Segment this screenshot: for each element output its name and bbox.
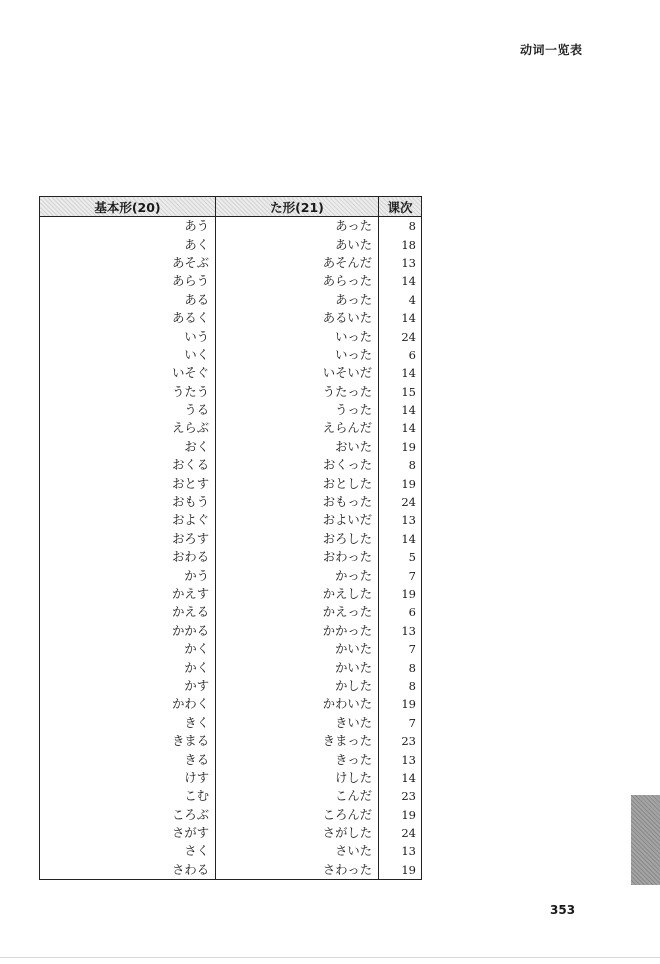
- lesson-cell: 24: [379, 493, 422, 511]
- table-row: [40, 695, 422, 713]
- table-row: [40, 511, 422, 529]
- ta-form-cell: こんだ: [216, 787, 379, 805]
- lesson-cell: 6: [379, 346, 422, 364]
- lesson-cell: 19: [379, 474, 422, 492]
- table-row: [40, 346, 422, 364]
- bottom-rule: [0, 957, 660, 958]
- lesson-cell: 14: [379, 364, 422, 382]
- table-row: [40, 769, 422, 787]
- lesson-cell: 13: [379, 622, 422, 640]
- table-row: [40, 677, 422, 695]
- table-row: [40, 548, 422, 566]
- lesson-cell: 13: [379, 750, 422, 768]
- ta-form-cell: いった: [216, 346, 379, 364]
- ta-form-cell: おいた: [216, 438, 379, 456]
- table-header-row: [40, 197, 422, 217]
- table-row: [40, 530, 422, 548]
- table-row: [40, 493, 422, 511]
- lesson-cell: 18: [379, 235, 422, 253]
- lesson-cell: 13: [379, 842, 422, 860]
- table-row: [40, 474, 422, 492]
- lesson-cell: 23: [379, 787, 422, 805]
- lesson-cell: 15: [379, 383, 422, 401]
- base-form-cell: うたう: [40, 383, 216, 401]
- base-form-cell: さがす: [40, 824, 216, 842]
- base-form-cell: いう: [40, 327, 216, 345]
- lesson-cell: 19: [379, 806, 422, 824]
- lesson-cell: 13: [379, 254, 422, 272]
- table-row: [40, 401, 422, 419]
- base-form-cell: おとす: [40, 474, 216, 492]
- base-form-cell: こむ: [40, 787, 216, 805]
- ta-form-cell: さがした: [216, 824, 379, 842]
- ta-form-cell: かいた: [216, 658, 379, 676]
- table-row: [40, 235, 422, 253]
- thumb-index-tab: [631, 795, 660, 885]
- base-form-cell: かす: [40, 677, 216, 695]
- lesson-cell: 4: [379, 291, 422, 309]
- lesson-cell: 8: [379, 217, 422, 236]
- lesson-cell: 19: [379, 585, 422, 603]
- lesson-cell: 8: [379, 456, 422, 474]
- table-row: [40, 658, 422, 676]
- ta-form-cell: さわった: [216, 861, 379, 880]
- base-form-cell: あそぶ: [40, 254, 216, 272]
- base-form-cell: かかる: [40, 622, 216, 640]
- lesson-cell: 14: [379, 272, 422, 290]
- lesson-cell: 14: [379, 309, 422, 327]
- column-header-ta-form: た形(21): [216, 197, 379, 217]
- ta-form-cell: およいだ: [216, 511, 379, 529]
- table-row: [40, 383, 422, 401]
- base-form-cell: おろす: [40, 530, 216, 548]
- base-form-cell: あるく: [40, 309, 216, 327]
- table-row: [40, 309, 422, 327]
- ta-form-cell: きいた: [216, 714, 379, 732]
- lesson-cell: 7: [379, 640, 422, 658]
- base-form-cell: かく: [40, 640, 216, 658]
- table-row: [40, 787, 422, 805]
- base-form-cell: かえす: [40, 585, 216, 603]
- base-form-cell: おわる: [40, 548, 216, 566]
- base-form-cell: きく: [40, 714, 216, 732]
- ta-form-cell: おわった: [216, 548, 379, 566]
- column-header-lesson: 课次: [379, 197, 422, 217]
- lesson-cell: 24: [379, 327, 422, 345]
- ta-form-cell: あった: [216, 217, 379, 236]
- lesson-cell: 8: [379, 658, 422, 676]
- base-form-cell: あう: [40, 217, 216, 236]
- verb-table: [39, 196, 422, 880]
- ta-form-cell: いそいだ: [216, 364, 379, 382]
- table-row: [40, 217, 422, 236]
- ta-form-cell: きった: [216, 750, 379, 768]
- base-form-cell: えらぶ: [40, 419, 216, 437]
- base-form-cell: かく: [40, 658, 216, 676]
- base-form-cell: うる: [40, 401, 216, 419]
- ta-form-cell: かかった: [216, 622, 379, 640]
- ta-form-cell: あそんだ: [216, 254, 379, 272]
- table-row: [40, 622, 422, 640]
- lesson-cell: 14: [379, 419, 422, 437]
- table-row: [40, 456, 422, 474]
- ta-form-cell: おとした: [216, 474, 379, 492]
- lesson-cell: 19: [379, 438, 422, 456]
- table-row: [40, 842, 422, 860]
- ta-form-cell: いった: [216, 327, 379, 345]
- ta-form-cell: おくった: [216, 456, 379, 474]
- base-form-cell: きる: [40, 750, 216, 768]
- table-row: [40, 806, 422, 824]
- base-form-cell: いく: [40, 346, 216, 364]
- lesson-cell: 23: [379, 732, 422, 750]
- table-row: [40, 254, 422, 272]
- table-body: [40, 217, 422, 880]
- table-row: [40, 861, 422, 880]
- base-form-cell: ある: [40, 291, 216, 309]
- ta-form-cell: かした: [216, 677, 379, 695]
- base-form-cell: さく: [40, 842, 216, 860]
- table-row: [40, 364, 422, 382]
- table-row: [40, 750, 422, 768]
- base-form-cell: いそぐ: [40, 364, 216, 382]
- base-form-cell: あく: [40, 235, 216, 253]
- table-row: [40, 327, 422, 345]
- lesson-cell: 8: [379, 677, 422, 695]
- base-form-cell: あらう: [40, 272, 216, 290]
- table-row: [40, 714, 422, 732]
- lesson-cell: 19: [379, 861, 422, 880]
- base-form-cell: かわく: [40, 695, 216, 713]
- table-row: [40, 291, 422, 309]
- lesson-cell: 7: [379, 714, 422, 732]
- ta-form-cell: さいた: [216, 842, 379, 860]
- base-form-cell: およぐ: [40, 511, 216, 529]
- ta-form-cell: えらんだ: [216, 419, 379, 437]
- page-header-title: 动词一览表: [520, 43, 583, 57]
- table-row: [40, 566, 422, 584]
- ta-form-cell: かった: [216, 566, 379, 584]
- lesson-cell: 14: [379, 401, 422, 419]
- base-form-cell: かう: [40, 566, 216, 584]
- table-row: [40, 438, 422, 456]
- ta-form-cell: あらった: [216, 272, 379, 290]
- table-row: [40, 824, 422, 842]
- table-row: [40, 603, 422, 621]
- lesson-cell: 24: [379, 824, 422, 842]
- ta-form-cell: おろした: [216, 530, 379, 548]
- base-form-cell: かえる: [40, 603, 216, 621]
- ta-form-cell: かいた: [216, 640, 379, 658]
- ta-form-cell: きまった: [216, 732, 379, 750]
- lesson-cell: 13: [379, 511, 422, 529]
- base-form-cell: おく: [40, 438, 216, 456]
- base-form-cell: けす: [40, 769, 216, 787]
- lesson-cell: 6: [379, 603, 422, 621]
- ta-form-cell: うたった: [216, 383, 379, 401]
- base-form-cell: おもう: [40, 493, 216, 511]
- ta-form-cell: かえった: [216, 603, 379, 621]
- column-header-base-form: 基本形(20): [40, 197, 216, 217]
- lesson-cell: 7: [379, 566, 422, 584]
- ta-form-cell: あいた: [216, 235, 379, 253]
- base-form-cell: おくる: [40, 456, 216, 474]
- table-row: [40, 272, 422, 290]
- ta-form-cell: あるいた: [216, 309, 379, 327]
- lesson-cell: 19: [379, 695, 422, 713]
- ta-form-cell: あった: [216, 291, 379, 309]
- page-number: 353: [550, 903, 576, 917]
- table-row: [40, 585, 422, 603]
- base-form-cell: さわる: [40, 861, 216, 880]
- ta-form-cell: けした: [216, 769, 379, 787]
- base-form-cell: きまる: [40, 732, 216, 750]
- ta-form-cell: かえした: [216, 585, 379, 603]
- lesson-cell: 14: [379, 769, 422, 787]
- ta-form-cell: おもった: [216, 493, 379, 511]
- table-row: [40, 640, 422, 658]
- lesson-cell: 14: [379, 530, 422, 548]
- base-form-cell: ころぶ: [40, 806, 216, 824]
- ta-form-cell: うった: [216, 401, 379, 419]
- ta-form-cell: ころんだ: [216, 806, 379, 824]
- lesson-cell: 5: [379, 548, 422, 566]
- table-row: [40, 732, 422, 750]
- ta-form-cell: かわいた: [216, 695, 379, 713]
- table-row: [40, 419, 422, 437]
